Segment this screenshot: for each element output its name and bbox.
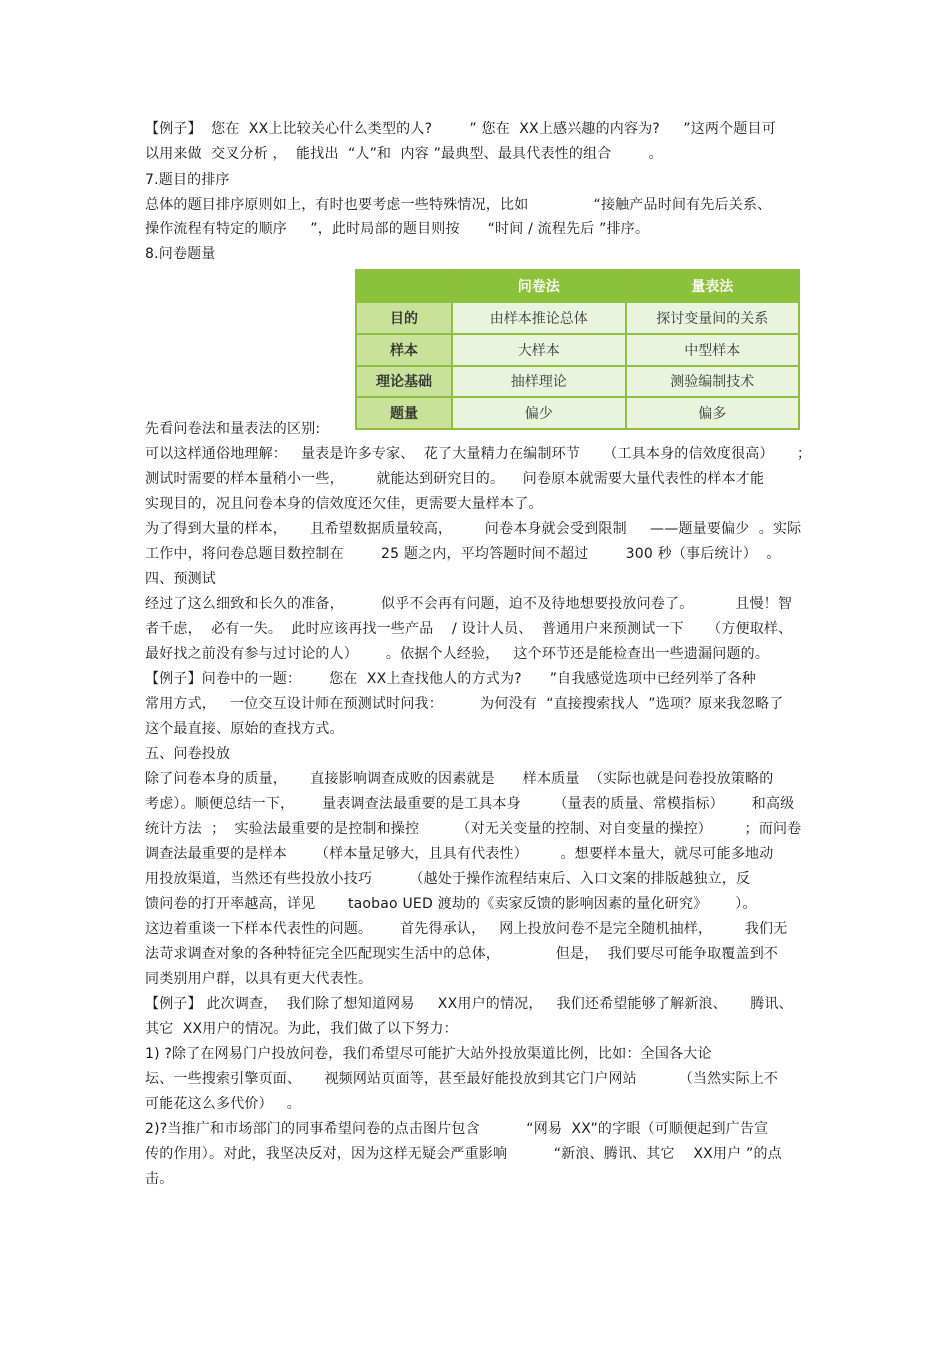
cell-questionnaire: 抽样理论 xyxy=(452,366,626,398)
table-row xyxy=(356,302,799,334)
section-heading-question-order: 7.题目的排序 xyxy=(145,172,230,188)
text-line: 可能花这么多代价） 。 xyxy=(145,1096,301,1112)
cell-scale: 测验编制技术 xyxy=(626,366,800,398)
text-line: 者千虑， 必有一失。 此时应该再找一些产品 / 设计人员、 普通用户来预测试一下 （方便取样、 xyxy=(145,621,793,637)
row-label: 目的 xyxy=(356,302,452,334)
text-line: 操作流程有特定的顺序 ”，此时局部的题目则按 “时间 / 流程先后 ”排序。 xyxy=(145,221,650,237)
text-line: 击。 xyxy=(145,1171,174,1187)
text-line: 【例子】 此次调查， 我们除了想知道网易 XX用户的情况， 我们还希望能够了解新浪、 腾讯、 xyxy=(145,996,793,1012)
text-line: 工作中，将问卷总题目数控制在 25 题之内，平均答题时间不超过 300 秒（事后统计） 。 xyxy=(145,546,781,562)
text-line: 经过了这么细致和长久的准备， 似乎不会再有问题，迫不及待地想要投放问卷了。 且慢！智 xyxy=(145,596,793,612)
cell-scale: 偏多 xyxy=(626,397,800,429)
text-line: 用投放渠道，当然还有些投放小技巧 （越处于操作流程结束后、入口文案的排版越独立，反 xyxy=(145,871,751,887)
table-header-scale: 量表法 xyxy=(626,270,800,302)
text-line: 馈问卷的打开率越高，详见 taobao UED 渡劫的《卖家反馈的影响因素的量化研究》 ）。 xyxy=(145,896,757,912)
text-line: 测试时需要的样本量稍小一些， 就能达到研究目的。 问卷原本就需要大量代表性的样本才能 xyxy=(145,471,765,487)
text-line: 传的作用）。对此，我坚决反对，因为这样无疑会严重影响 “新浪、腾讯、其它 XX用户 ”的点 xyxy=(145,1146,782,1162)
text-line: 最好找之前没有参与过讨论的人） 。依据个人经验， 这个环节还是能检查出一些遗漏问题的。 xyxy=(145,646,770,662)
text-line: 除了问卷本身的质量， 直接影响调查成败的因素就是 样本质量 （实际也就是问卷投放策略的 xyxy=(145,771,774,787)
text-line: 常用方式， 一位交互设计师在预测试时问我： 为何没有 “直接搜索找人 ”选项？原来我忽略了 xyxy=(145,696,784,712)
table-header-questionnaire: 问卷法 xyxy=(452,270,626,302)
text-line: 1) ?除了在网易门户投放问卷，我们希望尽可能扩大站外投放渠道比例，比如：全国各大论 xyxy=(145,1046,712,1062)
row-label: 理论基础 xyxy=(356,366,452,398)
comparison-table xyxy=(355,269,800,430)
text-line: 法苛求调查对象的各种特征完全匹配现实生活中的总体， 但是， 我们要尽可能争取覆盖到不 xyxy=(145,946,779,962)
cell-questionnaire: 偏少 xyxy=(452,397,626,429)
text-line: 其它 XX用户的情况。为此，我们做了以下努力： xyxy=(145,1021,458,1037)
table-row xyxy=(356,397,799,429)
text-line: 总体的题目排序原则如上，有时也要考虑一些特殊情况，比如 “接触产品时间有先后关系、 xyxy=(145,197,772,213)
row-label: 样本 xyxy=(356,334,452,366)
text-line: 同类别用户群，以具有更大代表性。 xyxy=(145,971,373,987)
table-row xyxy=(356,334,799,366)
section-heading-distribution: 五、问卷投放 xyxy=(145,746,231,762)
text-line: 2)?当推广和市场部门的同事希望问卷的点击图片包含 “网易 XX”的字眼（可顺便起到广告宣 xyxy=(145,1121,769,1137)
text-line: 【例子】问卷中的一题： 您在 XX上查找他人的方式为? ”自我感觉选项中已经列举了各种 xyxy=(145,671,756,687)
cell-questionnaire: 大样本 xyxy=(452,334,626,366)
table-header-corner xyxy=(356,270,452,302)
text-line: 坛、一些搜索引擎页面、 视频网站页面等，甚至最好能投放到其它门户网站 （当然实际上不 xyxy=(145,1071,779,1087)
text-line: 实现目的，况且问卷本身的信效度还欠佳，更需要大量样本了。 xyxy=(145,496,543,512)
text-line: 这个最直接、原始的查找方式。 xyxy=(145,721,344,737)
cell-scale: 探讨变量间的关系 xyxy=(626,302,800,334)
text-line: 可以这样通俗地理解： 量表是许多专家、 花了大量精力在编制环节 （工具本身的信效度很高） ； xyxy=(145,446,812,462)
cell-scale: 中型样本 xyxy=(626,334,800,366)
text-line: 这边着重谈一下样本代表性的问题。 首先得承认， 网上投放问卷不是完全随机抽样， 我们无 xyxy=(145,921,788,937)
table-row xyxy=(356,366,799,398)
text-line: 为了得到大量的样本， 且希望数据质量较高， 问卷本身就会受到限制 ——题量要偏少 。实际 xyxy=(145,521,802,537)
cell-questionnaire: 由样本推论总体 xyxy=(452,302,626,334)
text-line: 以用来做 交叉分析 ， 能找出 “人”和 内容 ”最典型、最具代表性的组合 。 xyxy=(145,146,663,162)
text-line: 【例子】 您在 XX上比较关心什么类型的人? ” 您在 XX上感兴趣的内容为? ”这两个题目可 xyxy=(145,121,776,137)
text-line: 考虑）。顺便总结一下， 量表调查法最重要的是工具本身 （量表的质量、常模指标） 和高级 xyxy=(145,796,795,812)
section-heading-question-count: 8.问卷题量 xyxy=(145,246,216,262)
table-caption: 先看问卷法和量表法的区别: xyxy=(145,421,321,437)
text-line: 统计方法 ； 实验法最重要的是控制和操控 （对无关变量的控制、对自变量的操控） ；而问卷 xyxy=(145,821,802,837)
section-heading-pretest: 四、预测试 xyxy=(145,571,216,587)
row-label: 题量 xyxy=(356,397,452,429)
table-header-row xyxy=(356,270,799,302)
text-line: 调查法最重要的是样本 （样本量足够大，且具有代表性） 。想要样本量大，就尽可能多地动 xyxy=(145,846,774,862)
